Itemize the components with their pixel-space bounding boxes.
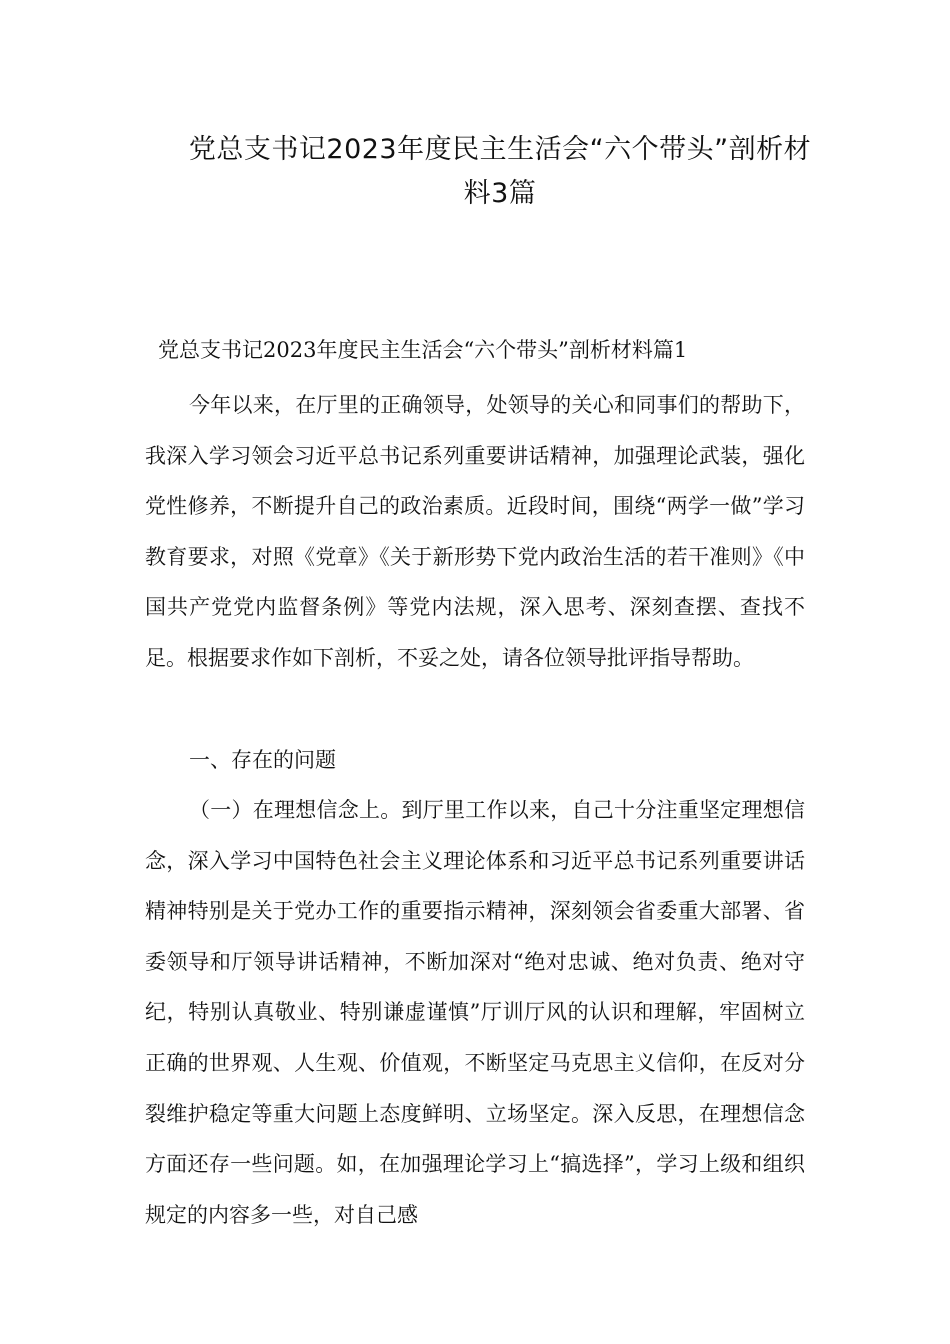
section-heading: 党总支书记2023年度民主生活会“六个带头”剖析材料篇1 [158, 338, 688, 362]
document-title-line2: 料3篇 [463, 178, 537, 209]
paragraph-intro: 今年以来，在厅里的正确领导，处领导的关心和同事们的帮助下，我深入学习领会习近平总书记系列重要讲话精神，加强理论武装，强化党性修养，不断提升自己的政治素质。近段时间，围绕“两学一做”学习教育要求，对照《党章》《关于新形势下党内政治生活的若干准则》《中国共产党党内监督条例》等党内法规，深入思考、深刻查摆、查找不足。根据要求作如下剖析，不妥之处，请各位领导批评指导帮助。 [145, 393, 805, 670]
paragraph-ideals-beliefs: （一）在理想信念上。到厅里工作以来，自己十分注重坚定理想信念，深入学习中国特色社会主义理论体系和习近平总书记系列重要讲话精神特别是关于党办工作的重要指示精神，深刻领会省委重大部署、省委领导和厅领导讲话精神，不断加深对“绝对忠诚、绝对负责、绝对守纪，特别认真敬业、特别谦虚谨慎”厅训厅风的认识和理解，牢固树立正确的世界观、人生观、价值观，不断坚定马克思主义信仰，在反对分裂维护稳定等重大问题上态度鲜明、立场坚定。深入反思，在理想信念方面还存一些问题。如，在加强理论学习上“搞选择”，学习上级和组织规定的内容多一些，对自己感 [145, 798, 805, 1227]
subheading-problems: 一、存在的问题 [189, 748, 336, 772]
document-title [140, 128, 860, 216]
document-title-line1: 党总支书记2023年度民主生活会“六个带头”剖析材 [188, 134, 812, 165]
